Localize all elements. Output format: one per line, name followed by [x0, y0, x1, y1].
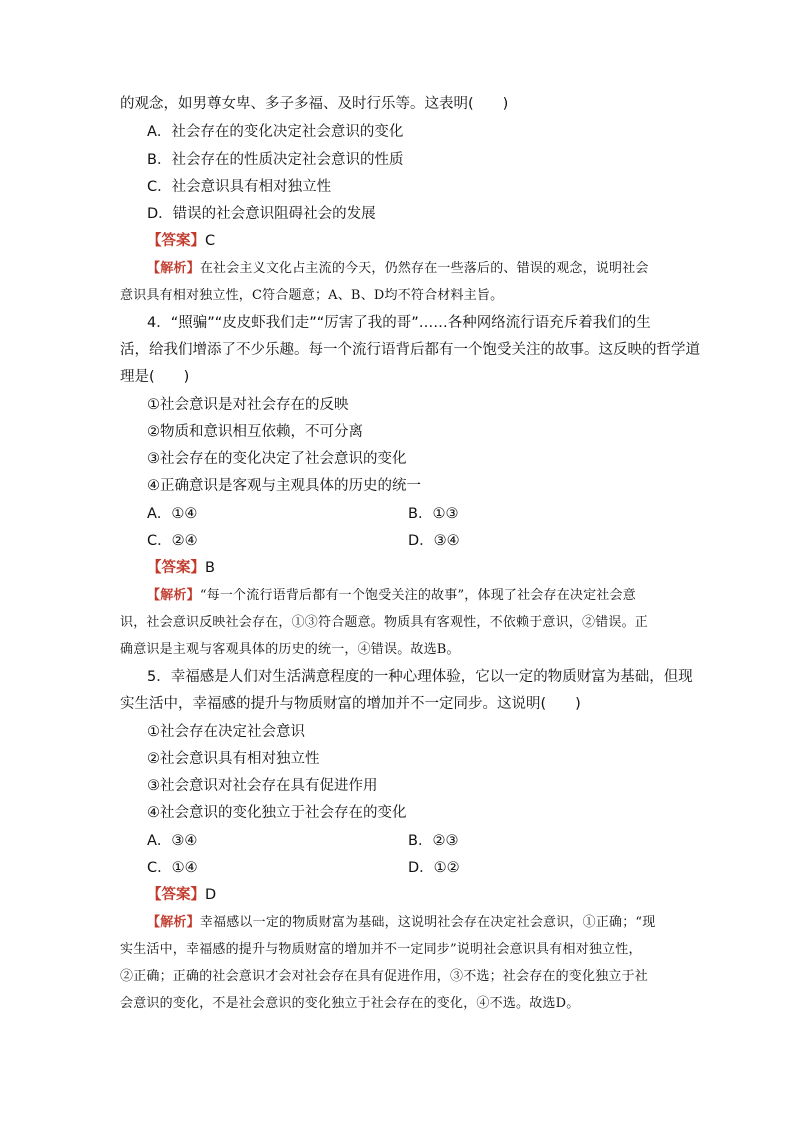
q3-answer	[147, 231, 707, 251]
q4-analysis-line: 识，社会意识反映社会存在，①③符合题意。物质具有客观性，不依赖于意识，②错误。正	[120, 615, 649, 630]
q4-choice-a: A．①④	[147, 506, 198, 522]
q4-choice-d: D．③④	[408, 533, 460, 549]
q4-choice-b: B．①③	[408, 506, 459, 522]
q5-analysis-line: 会意识的变化，不是社会意识的变化独立于社会存在的变化，④不选。故选D。	[120, 996, 580, 1011]
answer-value: C	[205, 233, 216, 249]
q4-stem: 4．“照骗”“皮皮虾我们走”“厉害了我的哥”……各种网络流行语充斥着我们的生	[147, 315, 651, 331]
q5-choice-a: A．③④	[147, 833, 198, 849]
q5-analysis-line: ②正确；正确的社会意识才会对社会存在具有促进作用，③不选；社会存在的变化独立于社	[120, 969, 649, 984]
q4-item-1: ①社会意识是对社会存在的反映	[147, 397, 349, 413]
q5-stem: 实生活中，幸福感的提升与物质财富的增加并不一定同步。这说明( )	[120, 696, 581, 712]
q5-analysis-line: 实生活中，幸福感的提升与物质财富的增加并不一定同步”说明社会意识具有相对独立性，	[120, 942, 642, 957]
q5-answer	[147, 885, 707, 905]
answer-tag: 【答案】	[147, 887, 205, 903]
q5-item-1: ①社会存在决定社会意识	[147, 724, 305, 740]
q4-item-3: ③社会存在的变化决定了社会意识的变化	[147, 451, 407, 467]
q4-item-2: ②物质和意识相互依赖，不可分离	[147, 424, 363, 440]
analysis-tag: 【解析】	[147, 588, 200, 603]
q5-item-3: ③社会意识对社会存在具有促进作用	[147, 778, 378, 794]
q4-item-4: ④正确意识是客观与主观具体的历史的统一	[147, 478, 421, 494]
q3-analysis-line: 意识具有相对独立性，C符合题意；A、B、D均不符合材料主旨。	[120, 288, 504, 303]
q3-option-a: A．社会存在的变化决定社会意识的变化	[147, 124, 404, 140]
answer-value: B	[205, 560, 215, 576]
q5-choice-c: C．①④	[147, 860, 198, 876]
answer-tag: 【答案】	[147, 233, 205, 249]
q3-option-b: B．社会存在的性质决定社会意识的性质	[147, 152, 404, 168]
q5-analysis-line: 【解析】幸福感以一定的物质财富为基础，这说明社会存在决定社会意识，①正确；“现	[147, 915, 656, 930]
q4-choice-c: C．②④	[147, 533, 198, 549]
q5-item-4: ④社会意识的变化独立于社会存在的变化	[147, 805, 407, 821]
q5-choice-d: D．①②	[408, 860, 460, 876]
q5-item-2: ②社会意识具有相对独立性	[147, 751, 320, 767]
q5-choice-b: B．②③	[408, 833, 459, 849]
q4-stem: 理是( )	[120, 369, 190, 385]
analysis-tag: 【解析】	[147, 261, 200, 276]
q3-analysis-line: 【解析】在社会主义文化占主流的今天，仍然存在一些落后的、错误的观念，说明社会	[147, 261, 649, 276]
analysis-tag: 【解析】	[147, 915, 200, 930]
answer-value: D	[205, 887, 217, 903]
q3-option-c: C．社会意识具有相对独立性	[147, 179, 332, 195]
q4-analysis-line: 【解析】“每一个流行语背后都有一个饱受关注的故事”，体现了社会存在决定社会意	[147, 588, 636, 603]
q4-analysis-line: 确意识是主观与客观具体的历史的统一，④错误。故选B。	[120, 642, 460, 657]
q5-stem: 5．幸福感是人们对生活满意程度的一种心理体验，它以一定的物质财富为基础，但现	[147, 669, 693, 685]
q4-stem: 活，给我们增添了不少乐趣。每一个流行语背后都有一个饱受关注的故事。这反映的哲学道	[120, 342, 700, 358]
answer-tag: 【答案】	[147, 560, 205, 576]
q3-option-d: D．错误的社会意识阻碍社会的发展	[147, 206, 376, 222]
q3-stem: 的观念，如男尊女卑、多子多福、及时行乐等。这表明( )	[120, 96, 509, 112]
q4-answer	[147, 558, 707, 578]
